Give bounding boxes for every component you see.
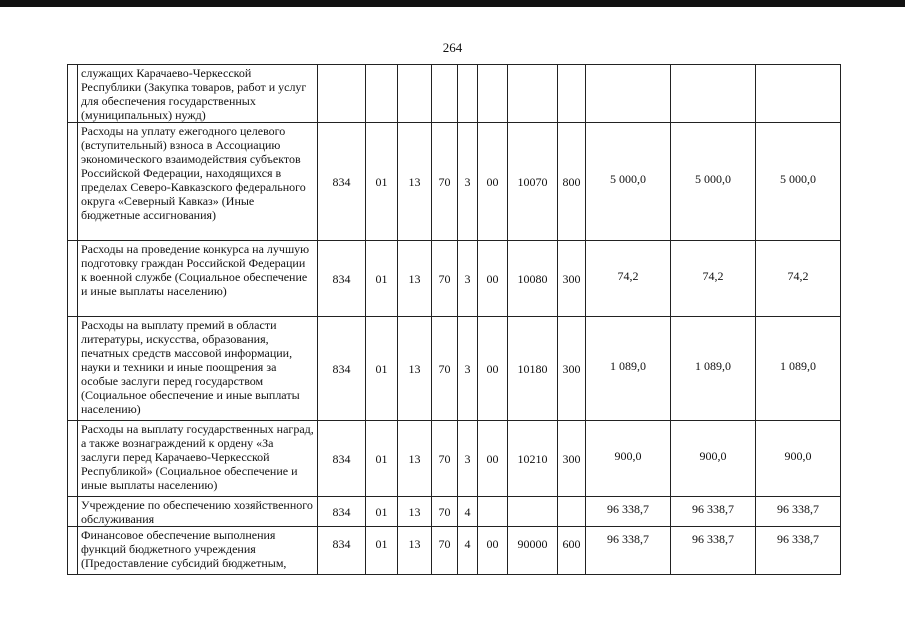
amount-cell-y2: 74,2 xyxy=(671,241,756,317)
amount-cell-y3: 900,0 xyxy=(756,421,841,497)
code-cell-cs2: 4 xyxy=(458,527,478,575)
row-number-cell xyxy=(68,421,78,497)
code-cell-cs2 xyxy=(458,65,478,123)
code-cell-pr: 13 xyxy=(398,123,432,241)
code-cell-vr xyxy=(558,65,586,123)
table-row xyxy=(68,65,841,123)
code-cell-vr: 300 xyxy=(558,241,586,317)
code-cell-rz: 01 xyxy=(366,123,398,241)
code-cell-pr: 13 xyxy=(398,497,432,527)
code-cell-cs2: 3 xyxy=(458,123,478,241)
code-cell-cs4 xyxy=(508,497,558,527)
table-row xyxy=(68,123,841,241)
code-cell-grbs: 834 xyxy=(318,241,366,317)
amount-cell-y3: 96 338,7 xyxy=(756,527,841,575)
table-row xyxy=(68,527,841,575)
code-cell-cs3 xyxy=(478,497,508,527)
code-cell-rz xyxy=(366,65,398,123)
code-cell-cs1: 70 xyxy=(432,421,458,497)
code-cell-vr: 300 xyxy=(558,317,586,421)
table-row xyxy=(68,497,841,527)
amount-cell-y2: 96 338,7 xyxy=(671,527,756,575)
row-description: Расходы на выплату государственных наград, а также вознаграждений к ордену «За заслуги перед Карачаево-Черкесской Республикой» (Социальное обеспечение и иные выплаты населению) xyxy=(78,421,318,497)
code-cell-rz: 01 xyxy=(366,497,398,527)
code-cell-grbs: 834 xyxy=(318,421,366,497)
scan-top-border xyxy=(0,0,905,7)
amount-cell-y1: 96 338,7 xyxy=(586,527,671,575)
row-description: Финансовое обеспечение выполнения функций бюджетного учреждения (Предоставление субсидий бюджетным, xyxy=(78,527,318,575)
amount-cell-y2: 900,0 xyxy=(671,421,756,497)
code-cell-cs3: 00 xyxy=(478,241,508,317)
amount-cell-y2 xyxy=(671,65,756,123)
amount-cell-y1: 74,2 xyxy=(586,241,671,317)
code-cell-grbs: 834 xyxy=(318,317,366,421)
code-cell-cs4: 10180 xyxy=(508,317,558,421)
code-cell-pr xyxy=(398,65,432,123)
code-cell-cs4: 10080 xyxy=(508,241,558,317)
row-number-cell xyxy=(68,241,78,317)
amount-cell-y3 xyxy=(756,65,841,123)
row-number-cell xyxy=(68,317,78,421)
code-cell-cs1 xyxy=(432,65,458,123)
amount-cell-y1: 96 338,7 xyxy=(586,497,671,527)
code-cell-cs2: 4 xyxy=(458,497,478,527)
amount-cell-y2: 96 338,7 xyxy=(671,497,756,527)
page-number: 264 xyxy=(442,40,463,55)
code-cell-cs3: 00 xyxy=(478,317,508,421)
code-cell-rz: 01 xyxy=(366,527,398,575)
row-description: Расходы на выплату премий в области литературы, искусства, образования, печатных средств массовой информации, науки и техники и иные поощрения за особые заслуги перед государством (Социальное обеспечение и иные выплаты населению) xyxy=(78,317,318,421)
code-cell-cs1: 70 xyxy=(432,317,458,421)
code-cell-cs3 xyxy=(478,65,508,123)
row-number-cell xyxy=(68,527,78,575)
table-row xyxy=(68,317,841,421)
amount-cell-y3: 74,2 xyxy=(756,241,841,317)
budget-table xyxy=(67,64,841,575)
amount-cell-y2: 5 000,0 xyxy=(671,123,756,241)
code-cell-cs2: 3 xyxy=(458,317,478,421)
code-cell-cs1: 70 xyxy=(432,241,458,317)
row-number-cell xyxy=(68,123,78,241)
code-cell-pr: 13 xyxy=(398,317,432,421)
code-cell-cs2: 3 xyxy=(458,241,478,317)
amount-cell-y1 xyxy=(586,65,671,123)
table-row xyxy=(68,421,841,497)
code-cell-cs4: 90000 xyxy=(508,527,558,575)
code-cell-cs2: 3 xyxy=(458,421,478,497)
code-cell-grbs: 834 xyxy=(318,123,366,241)
code-cell-pr: 13 xyxy=(398,241,432,317)
code-cell-rz: 01 xyxy=(366,317,398,421)
amount-cell-y1: 5 000,0 xyxy=(586,123,671,241)
amount-cell-y3: 1 089,0 xyxy=(756,317,841,421)
code-cell-cs1: 70 xyxy=(432,123,458,241)
code-cell-cs3: 00 xyxy=(478,123,508,241)
code-cell-vr xyxy=(558,497,586,527)
code-cell-vr: 600 xyxy=(558,527,586,575)
row-description: Расходы на проведение конкурса на лучшую подготовку граждан Российской Федерации к военной службе (Социальное обеспечение и иные выплаты населению) xyxy=(78,241,318,317)
amount-cell-y3: 96 338,7 xyxy=(756,497,841,527)
code-cell-cs4: 10070 xyxy=(508,123,558,241)
code-cell-vr: 300 xyxy=(558,421,586,497)
row-description: Учреждение по обеспечению хозяйственного обслуживания xyxy=(78,497,318,527)
table-row xyxy=(68,241,841,317)
code-cell-vr: 800 xyxy=(558,123,586,241)
code-cell-cs1: 70 xyxy=(432,527,458,575)
row-description: служащих Карачаево-Черкесской Республики (Закупка товаров, работ и услуг для обеспечения государственных (муниципальных) нужд) xyxy=(78,65,318,123)
amount-cell-y3: 5 000,0 xyxy=(756,123,841,241)
code-cell-grbs: 834 xyxy=(318,527,366,575)
code-cell-rz: 01 xyxy=(366,241,398,317)
code-cell-pr: 13 xyxy=(398,421,432,497)
row-number-cell xyxy=(68,65,78,123)
amount-cell-y1: 900,0 xyxy=(586,421,671,497)
code-cell-pr: 13 xyxy=(398,527,432,575)
code-cell-grbs xyxy=(318,65,366,123)
code-cell-cs4: 10210 xyxy=(508,421,558,497)
row-description: Расходы на уплату ежегодного целевого (вступительный) взноса в Ассоциацию экономического взаимодействия субъектов Российской Федерации, находящихся в пределах Северо-Кавказского федерального округа «Северный Кавказ» (Иные бюджетные ассигнования) xyxy=(78,123,318,241)
code-cell-cs3: 00 xyxy=(478,527,508,575)
code-cell-cs3: 00 xyxy=(478,421,508,497)
amount-cell-y2: 1 089,0 xyxy=(671,317,756,421)
code-cell-rz: 01 xyxy=(366,421,398,497)
row-number-cell xyxy=(68,497,78,527)
code-cell-cs1: 70 xyxy=(432,497,458,527)
code-cell-grbs: 834 xyxy=(318,497,366,527)
code-cell-cs4 xyxy=(508,65,558,123)
amount-cell-y1: 1 089,0 xyxy=(586,317,671,421)
